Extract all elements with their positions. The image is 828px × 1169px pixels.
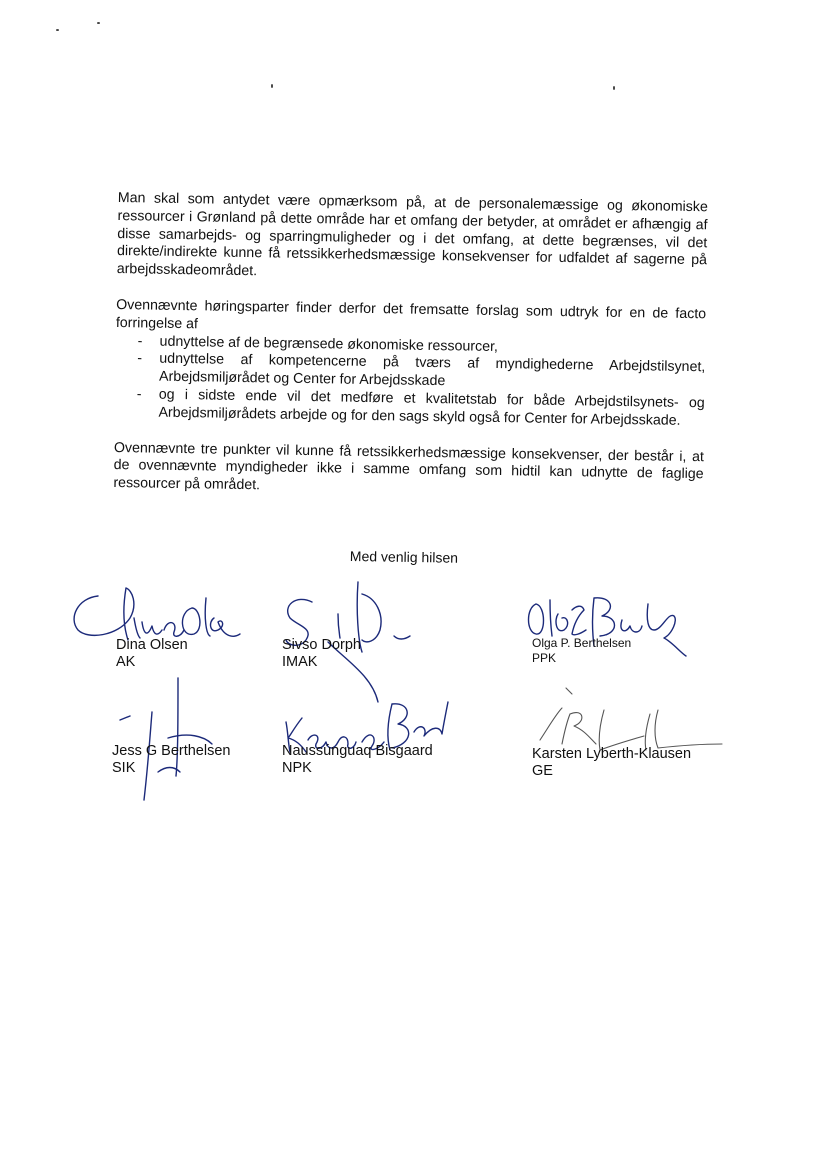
list-item-text: udnyttelse af kompetencerne på tværs af myndighederne Arbejdstilsynet, Arbejdsmiljørådet og Center for Arbejdsskade [158,351,706,390]
scan-speck [613,86,615,90]
list-item-text: udnyttelse af de begrænsede økonomiske ressourcer, [159,333,499,355]
signatory-name: Karsten Lyberth-Klausen [532,746,692,762]
bullet-dash: - [136,386,142,403]
signatory-name: Dina Olsen [116,637,188,653]
list-item-text: og i sidste ende vil det medføre et kvalitetstab for både Arbejdstilsynets- og Arbejdsmiljørådets arbejde og for den sags skyld også for Center for Arbejdsskade. [158,386,705,429]
paragraph-1: Man skal som antydet være opmærksom på, at de personalemæssige og økonomiske ressourcer i Grønland på dette område har et omfang der betyder, at området er afhængig af disse samarbejds- og sparringmuligheder og i det omfang, at dette begrænses, vil det direkte/indirekte kunne få retssikkerhedsmæssige konsekvenser for udfaldet af sagerne på arbejdsskadeområdet. [116,190,708,280]
scan-speck [56,29,59,31]
signatory-block [112,743,230,777]
bullet-list [114,333,705,431]
bullet-dash: - [137,332,143,349]
signatory-block [282,743,433,777]
paragraph-2 [114,297,706,431]
signatory-block [532,636,631,666]
paragraph-2-intro: Ovennævnte høringsparter finder derfor det fremsatte forslag som udtryk for en de facto forringelse af [115,296,707,333]
signatory-block [282,637,361,671]
signatory-block [532,746,691,780]
scan-speck [271,84,273,88]
scan-speck [97,22,100,24]
signatory-name: Olga P. Berthelsen [532,636,632,650]
paragraph-3: Ovennævnte tre punkter vil kunne få retssikkerhedsmæssige konsekvenser, der består i, at de ovennævnte myndigheder ikke i samme omfang som hidtil kan udnytte de faglige ressourcer på området. [113,439,705,494]
letter-body [113,190,708,520]
signatory-org: NPK [282,760,312,776]
signatory-org: PPK [532,651,557,665]
signatory-block [116,637,188,671]
signatory-org: IMAK [282,654,318,670]
signatory-name: Naussúnguaq Bisgaard [282,743,433,759]
signatory-org: GE [532,763,553,779]
signatory-org: AK [116,654,136,670]
closing-greeting: Med venlig hilsen [349,548,459,566]
signatory-org: SIK [112,760,136,776]
signatory-name: Sivso Dorph [282,637,361,653]
bullet-dash: - [137,350,143,367]
handwritten-signature [108,676,218,806]
signatory-name: Jess G Berthelsen [112,743,231,759]
